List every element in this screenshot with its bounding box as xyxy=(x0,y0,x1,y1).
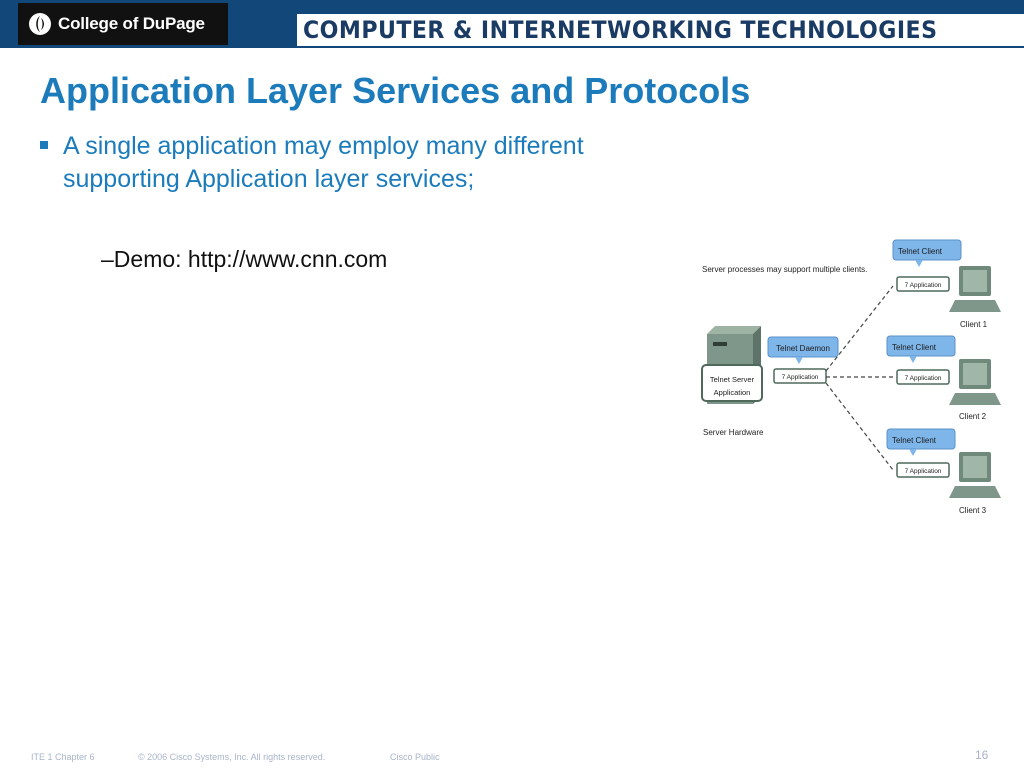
daemon-app-label: 7 Application xyxy=(781,374,819,381)
connection-lines xyxy=(826,286,893,470)
client-1-label: Client 1 xyxy=(960,320,988,329)
daemon-app-box xyxy=(774,369,826,383)
server-hardware-label: Server Hardware xyxy=(703,428,764,437)
server-app-label-2: Application xyxy=(713,388,751,397)
college-logo-icon xyxy=(28,12,52,36)
telnet-diagram xyxy=(695,236,1015,521)
client-1-app-label: 7 Application xyxy=(904,282,942,289)
client-2-bubble-label: Telnet Client xyxy=(891,343,937,352)
demo-subbullet: –Demo: http://www.cnn.com xyxy=(101,246,388,272)
header xyxy=(0,0,1024,48)
client-3 xyxy=(887,429,1001,515)
client-3-bubble-label: Telnet Client xyxy=(891,436,937,445)
diagram-caption: Server processes may support multiple clients. xyxy=(702,265,868,274)
client-3-computer-icon xyxy=(949,452,1001,498)
client-1-bubble-label: Telnet Client xyxy=(897,247,943,256)
bullet-text: A single application may employ many different supporting Application layer services; xyxy=(63,132,584,193)
client-2-computer-icon xyxy=(949,359,1001,405)
program-banner xyxy=(297,14,1024,46)
page-number: 16 xyxy=(975,748,989,762)
program-banner-text: COMPUTER & INTERNETWORKING TECHNOLOGIES xyxy=(303,16,938,44)
client-1 xyxy=(893,240,1001,329)
bullet-marker xyxy=(40,141,48,149)
college-logo xyxy=(18,3,228,45)
slide-title: Application Layer Services and Protocols xyxy=(40,70,751,111)
client-1-computer-icon xyxy=(949,266,1001,312)
college-logo-text: College of DuPage xyxy=(58,14,205,33)
client-3-label: Client 3 xyxy=(959,506,987,515)
telnet-daemon-bubble xyxy=(768,337,838,364)
server-app-box xyxy=(702,365,762,401)
server-app-label-1: Telnet Server xyxy=(709,375,755,384)
client-2-app-label: 7 Application xyxy=(904,375,942,382)
client-2 xyxy=(887,336,1001,421)
footer-copyright: © 2006 Cisco Systems, Inc. All rights reserved. xyxy=(138,752,326,762)
bullet-item xyxy=(40,130,680,196)
client-3-app-label: 7 Application xyxy=(904,468,942,475)
client-2-label: Client 2 xyxy=(959,412,987,421)
footer-classification: Cisco Public xyxy=(390,752,440,762)
telnet-daemon-label: Telnet Daemon xyxy=(776,344,830,353)
footer-chapter: ITE 1 Chapter 6 xyxy=(31,752,95,762)
